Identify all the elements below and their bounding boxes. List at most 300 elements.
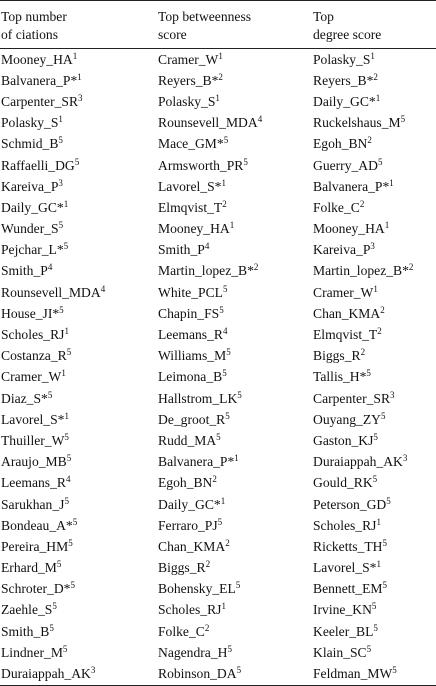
table-cell: [313, 621, 436, 642]
cluster-superscript: 5: [225, 410, 230, 421]
cluster-superscript: 5: [216, 431, 221, 442]
author-name: Pejchar_L*: [1, 242, 64, 258]
author-entry: [158, 198, 227, 218]
author-name: Biggs_R: [158, 560, 206, 576]
author-entry: [158, 304, 224, 324]
cluster-superscript: 5: [68, 537, 73, 548]
cluster-superscript: 5: [392, 665, 397, 676]
cluster-superscript: 4: [204, 241, 210, 252]
table-cell: [0, 303, 158, 324]
table-cell: [313, 219, 436, 240]
table-row: [0, 155, 436, 176]
author-entry: [313, 600, 376, 620]
author-name: Rudd_MA: [158, 432, 217, 448]
author-name: Daily_GC*: [313, 93, 376, 109]
table-cell: [313, 70, 436, 91]
author-entry: [313, 516, 381, 536]
author-name: Wunder_S: [1, 221, 59, 237]
author-entry: [158, 600, 226, 620]
author-entry: [158, 219, 234, 239]
author-name: Reyers_B*: [158, 72, 219, 88]
author-name: Ouyang_ZY: [313, 411, 381, 427]
table-row: [0, 219, 436, 240]
author-entry: [313, 325, 382, 345]
cluster-superscript: 5: [72, 516, 78, 527]
table-cell: [0, 367, 158, 388]
author-name: De_groot_R: [158, 411, 226, 427]
table-cell: [0, 579, 158, 600]
author-name: Armsworth_PR: [158, 157, 244, 173]
table-cell: [313, 346, 436, 367]
cluster-superscript: 5: [386, 495, 391, 506]
table-cell: [313, 452, 436, 473]
table-cell: [158, 473, 313, 494]
cluster-superscript: 5: [236, 665, 242, 676]
cluster-superscript: 2: [408, 262, 414, 273]
table-cell: [313, 430, 436, 451]
table-cell: [0, 663, 158, 685]
table-row: [0, 240, 436, 261]
author-name: Scholes_RJ: [1, 327, 65, 343]
table-cell: [313, 261, 436, 282]
table-cell: [158, 579, 313, 600]
table-row: [0, 579, 436, 600]
table-row: [0, 70, 436, 91]
author-name: Kareiva_P: [1, 178, 59, 194]
author-name: Scholes_RJ: [313, 517, 377, 533]
author-name: Ricketts_TH: [313, 538, 383, 554]
author-name: Smith_P: [158, 242, 205, 258]
cluster-superscript: 5: [70, 580, 75, 591]
author-name: Araujo_MB: [1, 454, 67, 470]
cluster-superscript: 4: [65, 474, 71, 485]
author-name: Scholes_RJ: [158, 602, 222, 618]
table-row: [0, 91, 436, 112]
table-row: [0, 473, 436, 494]
author-entry: [158, 92, 220, 112]
author-entry: [313, 240, 375, 260]
table-row: [0, 49, 436, 71]
author-name: Robinson_DA: [158, 666, 237, 682]
author-entry: [1, 304, 64, 324]
author-entry: [1, 622, 54, 642]
author-name: Biggs_R: [313, 348, 361, 364]
table-cell: [0, 621, 158, 642]
table-cell: [313, 134, 436, 155]
table-cell: [313, 240, 436, 261]
table-cell: [0, 642, 158, 663]
table-cell: [0, 134, 158, 155]
table-cell: [313, 579, 436, 600]
table-cell: [313, 536, 436, 557]
cluster-superscript: 2: [205, 559, 211, 570]
cluster-superscript: 5: [366, 368, 371, 379]
author-name: Martin_lopez_B*: [158, 263, 254, 279]
table-cell: [0, 430, 158, 451]
cluster-superscript: 2: [204, 622, 210, 633]
cluster-superscript: 3: [58, 177, 63, 188]
author-name: Bohensky_EL: [158, 581, 236, 597]
table-row: [0, 558, 436, 579]
table-cell: [158, 388, 313, 409]
table-row: [0, 663, 436, 685]
cluster-superscript: 5: [366, 643, 372, 654]
cluster-superscript: 2: [218, 71, 223, 82]
cluster-superscript: 1: [77, 71, 82, 82]
header-line: of ciations: [1, 27, 59, 42]
author-name: Nagendra_H: [158, 644, 228, 660]
cluster-superscript: 2: [225, 537, 230, 548]
table-row: [0, 536, 436, 557]
author-name: Chan_KMA: [313, 305, 381, 321]
author-name: Mooney_HA: [1, 51, 73, 67]
author-name: Zaehle_S: [1, 602, 53, 618]
author-name: Leimona_B: [158, 369, 223, 385]
author-name: Bennett_EM: [313, 581, 383, 597]
cluster-superscript: 1: [221, 601, 226, 612]
table-cell: [0, 70, 158, 91]
table-cell: [313, 91, 436, 112]
table-row: [0, 430, 436, 451]
table-cell: [0, 197, 158, 218]
cluster-superscript: 5: [63, 241, 69, 252]
author-entry: [1, 664, 95, 684]
cluster-superscript: 1: [375, 92, 381, 103]
table-cell: [0, 261, 158, 282]
cluster-superscript: 2: [212, 474, 217, 485]
cluster-superscript: 1: [370, 50, 375, 61]
cluster-superscript: 5: [222, 283, 228, 294]
author-entry: [1, 600, 57, 620]
author-name: Schroter_D*: [1, 581, 71, 597]
author-entry: [313, 92, 380, 112]
table-cell: [158, 558, 313, 579]
author-entry: [1, 92, 83, 112]
author-entry: [1, 346, 71, 366]
table-cell: [158, 324, 313, 345]
table-cell: [158, 113, 313, 134]
cluster-superscript: 5: [380, 410, 386, 421]
author-entry: [1, 431, 69, 451]
cluster-superscript: 3: [370, 241, 375, 252]
header-line: Top number: [1, 9, 67, 24]
author-name: Kareiva_P: [313, 242, 371, 258]
cluster-superscript: 4: [257, 114, 263, 125]
author-name: Rounsevell_MDA: [158, 115, 258, 131]
table-row: [0, 113, 436, 134]
author-entry: [1, 367, 66, 387]
cluster-superscript: 5: [382, 580, 387, 591]
author-name: Klain_SC: [313, 644, 367, 660]
author-name: Hallstrom_LK: [158, 390, 238, 406]
cluster-superscript: 1: [63, 198, 69, 209]
table-cell: [0, 113, 158, 134]
table-cell: [313, 176, 436, 197]
table-cell: [158, 621, 313, 642]
author-name: Lavorel_S*: [158, 178, 222, 194]
table-cell: [313, 473, 436, 494]
author-entry: [313, 389, 395, 409]
cluster-superscript: 5: [52, 601, 57, 612]
author-entry: [313, 558, 381, 578]
cluster-superscript: 1: [376, 559, 381, 570]
author-name: Guerry_AD: [313, 157, 378, 173]
author-entry: [313, 643, 371, 663]
table-row: [0, 197, 436, 218]
table-cell: [158, 240, 313, 261]
author-entry: [158, 537, 230, 557]
author-name: Smith_P: [1, 263, 48, 279]
author-entry: [1, 71, 82, 91]
author-entry: [1, 473, 70, 493]
author-name: Lindner_M: [1, 644, 63, 660]
author-entry: [158, 431, 221, 451]
table-cell: [0, 282, 158, 303]
author-entry: [313, 283, 378, 303]
table-cell: [313, 155, 436, 176]
author-entry: [158, 240, 209, 260]
author-entry: [1, 325, 69, 345]
cluster-superscript: 5: [64, 431, 69, 442]
table-cell: [313, 197, 436, 218]
table-row: [0, 600, 436, 621]
table-cell: [0, 346, 158, 367]
author-entry: [313, 452, 407, 472]
author-entry: [313, 622, 378, 642]
cluster-superscript: 5: [74, 156, 80, 167]
author-name: Sarukhan_J: [1, 496, 65, 512]
cluster-superscript: 2: [222, 198, 227, 209]
author-entry: [1, 50, 77, 70]
header-top-citations: [0, 1, 158, 49]
table-cell: [0, 558, 158, 579]
table-cell: [158, 600, 313, 621]
author-entry: [158, 325, 227, 345]
cluster-superscript: 5: [222, 368, 227, 379]
author-name: Cramer_W: [1, 369, 62, 385]
cluster-superscript: 5: [49, 622, 54, 633]
author-name: Polasky_S: [158, 93, 216, 109]
table-cell: [158, 367, 313, 388]
table-row: [0, 621, 436, 642]
cluster-superscript: 1: [221, 177, 226, 188]
author-name: Tallis_H*: [313, 369, 367, 385]
cluster-superscript: 5: [243, 156, 248, 167]
table-cell: [313, 49, 436, 71]
table-row: [0, 176, 436, 197]
author-name: Cramer_W: [313, 284, 374, 300]
table-row: [0, 515, 436, 536]
author-name: Gaston_KJ: [313, 432, 374, 448]
author-entry: [158, 367, 227, 387]
author-entry: [313, 134, 372, 154]
table-cell: [158, 663, 313, 685]
table-cell: [0, 494, 158, 515]
author-entry: [313, 579, 387, 599]
table-cell: [158, 452, 313, 473]
author-name: Schmid_B: [1, 136, 59, 152]
author-entry: [158, 622, 209, 642]
author-name: Balvanera_P*: [313, 178, 390, 194]
author-name: Carpenter_SR: [1, 93, 79, 109]
table-row: [0, 282, 436, 303]
table-cell: [158, 515, 313, 536]
author-name: Duraiappah_AK: [313, 454, 403, 470]
header-line: Top betweenness: [158, 9, 252, 24]
cluster-superscript: 5: [382, 537, 387, 548]
cluster-superscript: 1: [218, 50, 223, 61]
header-row: [0, 1, 436, 49]
table-row: [0, 303, 436, 324]
table-cell: [313, 324, 436, 345]
cluster-superscript: 1: [220, 495, 226, 506]
table-cell: [0, 155, 158, 176]
table-cell: [0, 91, 158, 112]
header-top-degree: [313, 1, 436, 49]
cluster-superscript: 1: [373, 283, 378, 294]
author-entry: [158, 283, 227, 303]
table-cell: [158, 409, 313, 430]
author-name: Pereira_HM: [1, 538, 69, 554]
table-cell: [0, 324, 158, 345]
author-entry: [313, 346, 365, 366]
table-cell: [158, 642, 313, 663]
table-row: [0, 346, 436, 367]
cluster-superscript: 1: [58, 114, 63, 125]
table-row: [0, 642, 436, 663]
cluster-superscript: 5: [58, 220, 64, 231]
cluster-superscript: 5: [66, 453, 72, 464]
author-name: Chapin_FS: [158, 305, 220, 321]
author-name: Diaz_S*: [1, 390, 48, 406]
cluster-superscript: 5: [373, 431, 378, 442]
table-cell: [0, 49, 158, 71]
author-entry: [1, 134, 63, 154]
header-line: score: [158, 27, 187, 42]
table-cell: [313, 113, 436, 134]
author-name: Feldman_MW: [313, 666, 393, 682]
table-cell: [0, 600, 158, 621]
table-row: [0, 261, 436, 282]
cluster-superscript: 1: [72, 50, 78, 61]
table-cell: [313, 367, 436, 388]
table-cell: [313, 642, 436, 663]
cluster-superscript: 1: [389, 177, 394, 188]
table-cell: [0, 536, 158, 557]
cluster-superscript: 5: [227, 643, 232, 654]
author-name: Egoh_BN: [158, 475, 213, 491]
author-name: Peterson_GD: [313, 496, 387, 512]
author-entry: [158, 516, 222, 536]
cluster-superscript: 5: [58, 135, 63, 146]
author-entry: [313, 410, 385, 430]
table-cell: [158, 494, 313, 515]
author-entry: [158, 664, 241, 684]
author-entry: [1, 495, 69, 515]
author-name: Thuiller_W: [1, 432, 65, 448]
author-entry: [158, 50, 223, 70]
author-entry: [158, 410, 230, 430]
author-entry: [313, 177, 394, 197]
table-cell: [158, 219, 313, 240]
author-name: Carpenter_SR: [313, 390, 391, 406]
author-name: House_JI*: [1, 305, 60, 321]
header-top-betweenness: [158, 1, 313, 49]
author-entry: [313, 261, 413, 281]
cluster-superscript: 1: [61, 368, 66, 379]
author-entry: [313, 198, 364, 218]
cluster-superscript: 5: [235, 580, 241, 591]
author-entry: [1, 177, 63, 197]
table-cell: [158, 91, 313, 112]
author-entry: [158, 134, 228, 154]
table-cell: [0, 452, 158, 473]
table-cell: [158, 282, 313, 303]
table-cell: [158, 430, 313, 451]
author-entry: [313, 495, 391, 515]
cluster-superscript: 1: [376, 516, 381, 527]
table-cell: [0, 176, 158, 197]
table-cell: [158, 134, 313, 155]
cluster-superscript: 2: [360, 347, 366, 358]
author-entry: [1, 643, 67, 663]
author-entry: [313, 304, 385, 324]
cluster-superscript: 5: [372, 474, 378, 485]
author-entry: [313, 473, 377, 493]
author-entry: [158, 643, 232, 663]
table-cell: [313, 282, 436, 303]
author-entry: [313, 664, 397, 684]
cluster-superscript: 1: [229, 220, 235, 231]
table-cell: [313, 515, 436, 536]
cluster-superscript: 4: [222, 326, 228, 337]
table-row: [0, 452, 436, 473]
author-name: Daily_GC*: [158, 496, 221, 512]
author-name: Irvine_KN: [313, 602, 372, 618]
author-name: Elmqvist_T: [158, 199, 223, 215]
table-cell: [313, 494, 436, 515]
author-entry: [158, 389, 242, 409]
table-cell: [158, 176, 313, 197]
table-cell: [0, 219, 158, 240]
table-cell: [313, 663, 436, 685]
cluster-superscript: 5: [400, 114, 406, 125]
cluster-superscript: 5: [226, 347, 231, 358]
author-name: Folke_C: [313, 199, 360, 215]
author-entry: [1, 389, 52, 409]
author-entry: [313, 219, 389, 239]
table-cell: [158, 536, 313, 557]
author-name: Polasky_S: [1, 115, 59, 131]
cluster-superscript: 4: [47, 262, 53, 273]
author-entry: [158, 71, 223, 91]
table-cell: [158, 197, 313, 218]
author-entry: [1, 261, 52, 281]
author-entry: [1, 198, 68, 218]
author-entry: [1, 283, 105, 303]
table-cell: [0, 473, 158, 494]
author-name: Reyers_B*: [313, 72, 374, 88]
author-entry: [158, 495, 225, 515]
author-entry: [1, 452, 71, 472]
table-row: [0, 324, 436, 345]
author-name: Bondeau_A*: [1, 517, 73, 533]
author-entry: [313, 71, 378, 91]
author-name: Mooney_HA: [313, 221, 385, 237]
cluster-superscript: 2: [380, 304, 385, 315]
author-name: Polasky_S: [313, 51, 371, 67]
author-name: Williams_M: [158, 348, 227, 364]
